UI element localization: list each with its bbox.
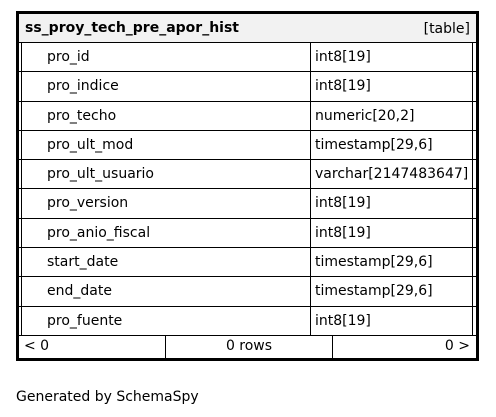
- column-type: int8[19]: [311, 219, 473, 247]
- column-type: int8[19]: [311, 72, 473, 100]
- children-count[interactable]: 0 >: [444, 338, 470, 354]
- column-name: pro_ult_mod: [21, 131, 311, 159]
- column-name: pro_indice: [21, 72, 311, 100]
- column-row[interactable]: [19, 72, 476, 101]
- column-type: numeric[20,2]: [311, 102, 473, 130]
- column-list: [19, 43, 476, 336]
- column-row[interactable]: [19, 43, 476, 72]
- table-kind-label: [table]: [423, 21, 470, 37]
- column-row[interactable]: [19, 160, 476, 189]
- column-row[interactable]: [19, 102, 476, 131]
- column-type: timestamp[29,6]: [311, 131, 473, 159]
- column-row[interactable]: [19, 219, 476, 248]
- column-name: pro_anio_fiscal: [21, 219, 311, 247]
- table-header: [19, 14, 476, 43]
- column-type: int8[19]: [311, 189, 473, 217]
- column-type: timestamp[29,6]: [311, 277, 473, 305]
- table-footer: [19, 336, 476, 358]
- column-name: pro_techo: [21, 102, 311, 130]
- column-row[interactable]: [19, 131, 476, 160]
- table-node[interactable]: [16, 11, 479, 361]
- column-type: int8[19]: [311, 307, 473, 335]
- column-name: pro_fuente: [21, 307, 311, 335]
- column-name: pro_id: [21, 43, 311, 71]
- column-name: start_date: [21, 248, 311, 276]
- column-type: int8[19]: [311, 43, 473, 71]
- table-name: ss_proy_tech_pre_apor_hist: [25, 20, 239, 36]
- column-row[interactable]: [19, 248, 476, 277]
- row-count: 0 rows: [166, 336, 333, 358]
- column-name: end_date: [21, 277, 311, 305]
- column-type: varchar[2147483647]: [311, 160, 473, 188]
- column-name: pro_version: [21, 189, 311, 217]
- column-row[interactable]: [19, 307, 476, 336]
- parents-count[interactable]: < 0: [19, 336, 166, 358]
- generated-by-label: Generated by SchemaSpy: [16, 389, 199, 405]
- column-row[interactable]: [19, 189, 476, 218]
- column-type: timestamp[29,6]: [311, 248, 473, 276]
- column-row[interactable]: [19, 277, 476, 306]
- column-name: pro_ult_usuario: [21, 160, 311, 188]
